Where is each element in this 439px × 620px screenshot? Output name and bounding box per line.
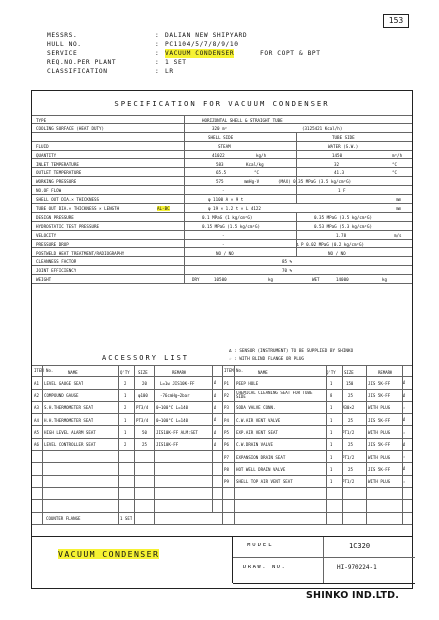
spec-label: DESIGN PRESSURE — [36, 214, 74, 220]
accessory-qty: 1 — [124, 430, 127, 436]
accessory-qty: 1 — [124, 393, 127, 399]
accessory-table-head — [222, 365, 412, 377]
accessory-name: HOT WELL DRAIN VALVE — [236, 466, 286, 472]
accessory-row-empty — [32, 488, 222, 500]
spec-weight-wet: 14000 — [336, 277, 349, 283]
spec-value: 320 m² — [212, 125, 228, 131]
accessory-name: LEVEL GAUGE SEAT — [44, 380, 84, 386]
accessory-row — [32, 427, 222, 439]
model-divider — [323, 537, 324, 583]
spec-tube-side-head: TUBE SIDE — [332, 134, 355, 140]
header-label-service: SERVICE — [47, 50, 78, 57]
spec-label: NO.OF FLOW — [36, 188, 62, 194]
accessory-size: 20 — [142, 380, 147, 386]
accessory-qty: 1 — [330, 454, 333, 460]
spec-value: 70 % — [282, 268, 293, 274]
drawing-title: VACUUM CONDENSER — [58, 549, 160, 559]
spec-tube-value: (MAX) 0.35 MPaG (3.5 kg/cm²G) — [278, 179, 352, 185]
blind-flange-star-icon: ☆ — [403, 429, 406, 435]
accessory-row — [222, 463, 412, 475]
spec-label: SHELL OUT DIA.× THICKNESS — [36, 197, 100, 203]
accessory-remark: WITH PLUG — [368, 430, 391, 436]
accessory-qty: 2 — [124, 442, 127, 448]
accessory-size: 25 — [348, 393, 353, 399]
accessory-divider — [326, 365, 327, 524]
sensor-triangle-icon: Δ — [214, 404, 217, 410]
accessory-item: P3 — [224, 405, 229, 411]
spec-shell-value: 575 — [216, 179, 224, 185]
sensor-triangle-icon: Δ — [403, 441, 406, 447]
sensor-triangle-icon: Δ — [403, 380, 406, 386]
spec-value: φ 19 × 1.2 t × L 4122 — [208, 206, 261, 211]
accessory-divider — [402, 365, 406, 524]
accessory-qty: 2 — [124, 405, 127, 411]
spec-value: φ 1100 A × 9 t — [208, 197, 244, 203]
accessory-size: 25 — [142, 442, 147, 448]
sensor-triangle-icon: Δ — [403, 417, 406, 423]
spec-weight-wet-label: WET — [312, 277, 320, 283]
spec-tube-unit: °C — [392, 170, 398, 176]
spec-row — [32, 266, 412, 275]
accessory-item: P7 — [224, 454, 229, 460]
spec-title: SPECIFICATION FOR VACUUM CONDENSER — [114, 99, 330, 108]
accessory-name: C.W.DRAIN VALVE — [236, 442, 273, 448]
spec-tube-value: 0.35 MPaG (3.5 kg/cm²G) — [314, 214, 372, 220]
spec-row — [32, 213, 412, 222]
accessory-head-size: SIZE — [138, 369, 148, 375]
sensor-triangle-icon: Δ — [214, 441, 217, 447]
accessory-name: HIGH LEVEL ALARM SEAT — [44, 430, 96, 436]
accessory-name: CHEMICAL CLEANING SEAT FOR TUBE SIDE — [236, 390, 313, 399]
counter-flange-name: COUNTER FLANGE — [46, 516, 81, 522]
accessory-divider — [212, 365, 213, 512]
header-colon: : — [155, 32, 160, 39]
accessory-remark: JIS 5K-FF — [368, 466, 391, 472]
spec-label: POSTWELD HEAT TREATMENT/RADIOGRAPHY — [36, 250, 125, 256]
sensor-triangle-icon: Δ — [403, 392, 406, 398]
accessory-row — [222, 377, 412, 389]
accessory-item: P9 — [224, 479, 229, 485]
accessory-name: EXPANSION DRAIN SEAT — [236, 454, 286, 460]
model-divider — [233, 583, 415, 584]
header-value-req: 1 SET — [165, 59, 187, 66]
spec-row — [32, 124, 412, 133]
spec-shell-value: STEAM — [218, 143, 231, 149]
accessory-row-empty — [222, 500, 412, 512]
accessory-remark: JIS 5K-FF — [368, 380, 391, 386]
spec-label: VELOCITY — [36, 232, 57, 238]
spec-shell-value: 583 — [216, 161, 224, 167]
spec-shell-unit: kg/h — [256, 152, 267, 158]
accessory-item: A2 — [34, 393, 39, 399]
spec-row — [32, 151, 412, 160]
spec-shell-value: 0.1 MPaG (1 kg/cm²G) — [202, 214, 253, 220]
spec-value: HORIZONTAL SHELL & STRAIGHT TUBE — [202, 118, 283, 123]
accessory-head-item: ITEM No. — [224, 368, 244, 373]
accessory-remark: -76cmHg~2bar — [160, 393, 190, 399]
spec-row — [32, 168, 412, 177]
accessory-remark: 0~100°C L=140 — [156, 405, 189, 411]
accessory-remark: L=1w JIS10K-FF — [160, 380, 195, 386]
accessory-size: 50 — [142, 430, 147, 436]
accessory-remark: JIS10K-FF — [156, 442, 179, 448]
accessory-row — [222, 439, 412, 451]
spec-row — [32, 186, 412, 195]
header-value-service: VACUUM CONDENSER — [165, 50, 235, 57]
blind-flange-star-icon: ☆ — [403, 404, 406, 410]
spec-unit: mm — [396, 206, 402, 211]
spec-label: QUANTITY — [36, 152, 57, 158]
spec-value: 85 % — [282, 259, 293, 265]
accessory-row — [222, 402, 412, 414]
spec-label: OUTLET TEMPERATURE — [36, 170, 82, 176]
spec-tube-value: WATER (S.W.) — [328, 143, 359, 149]
spec-row — [32, 240, 412, 249]
spec-column-divider — [184, 115, 185, 284]
accessory-remark: WITH PLUG — [368, 454, 391, 460]
accessory-row — [32, 402, 222, 414]
accessory-qty: 2 — [124, 380, 127, 386]
accessory-row — [222, 390, 412, 402]
accessory-row-empty — [32, 463, 222, 475]
spec-frame — [31, 90, 413, 537]
spec-label: JOINT EFFICIENCY — [36, 268, 77, 274]
spec-row — [32, 204, 412, 213]
spec-tube-value: 32 — [334, 161, 340, 167]
model-value: 1C320 — [349, 542, 371, 550]
accessory-size: PT3/4 — [136, 417, 149, 423]
accessory-row — [32, 390, 222, 402]
accessory-size: PT1/2 — [342, 479, 355, 485]
accessory-divider — [366, 365, 367, 524]
spec-tube-unit: °C — [392, 161, 398, 167]
accessory-item: P8 — [224, 466, 229, 472]
accessory-remark: 0~100°C L=140 — [156, 417, 189, 423]
accessory-qty: 1 — [124, 417, 127, 423]
header-label-messrs: MESSRS. — [47, 32, 78, 39]
title-block — [31, 537, 413, 589]
accessory-remark: JIS10K-FF ALM:SET — [156, 430, 198, 436]
spec-row — [32, 133, 412, 142]
spec-unit: mm — [396, 197, 402, 203]
accessory-remark: JIS 5K-FF — [368, 417, 391, 423]
accessory-head-name: NAME — [68, 369, 78, 375]
accessory-divider — [42, 365, 43, 524]
accessory-qty: 1 — [330, 405, 333, 411]
spec-label: COOLING SURFACE (HEAT DUTY) — [36, 125, 105, 131]
spec-value: (3125421 Kcal/h) — [302, 125, 343, 131]
accessory-name: COMPOUND GAUGE — [44, 393, 79, 399]
company-logo: SHINKO IND.LTD. — [306, 590, 400, 601]
spec-tube-unit: m³/h — [392, 152, 403, 158]
accessory-head-size: SIZE — [344, 369, 354, 375]
accessory-qty: 8 — [330, 393, 333, 399]
header-colon: : — [155, 50, 160, 57]
page-number: 153 — [383, 14, 409, 28]
draw-no-label: DRAW. NO. — [243, 565, 287, 570]
spec-tube-material: AL-BC — [157, 206, 170, 211]
accessory-item: A1 — [34, 380, 39, 386]
accessory-name: PEEP HOLE — [236, 380, 259, 386]
spec-label: TYPE — [36, 118, 47, 123]
spec-row — [32, 249, 412, 258]
accessory-name: SHELL TOP AIR VENT SEAT — [236, 479, 293, 485]
spec-tube-value: NO / NO — [328, 250, 346, 256]
spec-label: HYDROSTATIC TEST PRESSURE — [36, 223, 100, 229]
spec-shell-value: 41022 — [212, 152, 225, 158]
spec-shell-value: - — [222, 232, 225, 238]
spec-row — [32, 142, 412, 151]
spec-label: FLUID — [36, 143, 49, 149]
accessory-qty: 1 — [330, 417, 333, 423]
sensor-triangle-icon: Δ — [403, 466, 406, 472]
accessory-name: S.H.THERMOMETER SEAT — [44, 405, 94, 411]
spec-shell-value: 65.5 — [216, 170, 227, 176]
draw-no-value: HI-970224-1 — [337, 564, 377, 571]
accessory-item: P5 — [224, 430, 229, 436]
document-header — [47, 31, 347, 81]
accessory-qty: 1 — [330, 430, 333, 436]
spec-column-divider — [296, 213, 297, 258]
accessory-row-empty — [32, 500, 222, 512]
accessory-size: PT1/2 — [342, 430, 355, 436]
accessory-divider — [154, 365, 155, 524]
spec-unit: kg — [382, 277, 388, 283]
model-divider — [233, 557, 415, 558]
spec-label: CLEANNESS FACTOR — [36, 259, 77, 265]
accessory-row — [222, 451, 412, 463]
accessory-size: M30×2 — [342, 405, 355, 411]
accessory-remark: JIS 5K-FF — [368, 442, 391, 448]
spec-label: WEIGHT — [36, 277, 52, 283]
blind-flange-star-icon: ☆ — [403, 478, 406, 484]
sensor-triangle-icon: Δ — [214, 429, 217, 435]
spec-weight-dry-label: DRY — [192, 277, 200, 283]
accessory-size: 150 — [346, 380, 354, 386]
spec-weight-dry: 10500 — [214, 277, 227, 283]
sensor-triangle-icon: Δ — [214, 392, 217, 398]
sensor-triangle-icon: Δ — [214, 380, 217, 386]
header-value-hull: PC1104/5/7/8/9/10 — [165, 41, 239, 48]
accessory-item: A5 — [34, 430, 39, 436]
spec-shell-unit: Kcal/kg — [246, 161, 264, 167]
spec-column-divider — [296, 133, 297, 204]
accessory-table-head — [32, 365, 222, 377]
spec-shell-value: NO / NO — [216, 250, 234, 256]
accessory-name: LEVEL CONTROLLER SEAT — [44, 442, 96, 448]
spec-tube-unit: m/s — [394, 232, 402, 238]
accessory-remark: WITH PLUG — [368, 405, 391, 411]
header-value-service-suffix: FOR COPT & BPT — [260, 50, 321, 57]
accessory-row — [32, 377, 222, 389]
accessory-qty: 1 — [330, 466, 333, 472]
spec-label: INLET TEMPERATURE — [36, 161, 79, 167]
accessory-head-item: ITEM No. — [34, 368, 54, 373]
accessory-item: A3 — [34, 405, 39, 411]
accessory-divider — [234, 365, 235, 524]
header-colon: : — [155, 68, 160, 75]
spec-row — [32, 257, 412, 266]
model-box — [232, 537, 414, 583]
spec-row — [32, 177, 412, 186]
accessory-item: A4 — [34, 417, 39, 423]
accessory-size: φ100 — [138, 393, 148, 399]
accessory-size: PT3/4 — [136, 405, 149, 411]
header-label-req: REQ.NO.PER PLANT — [47, 59, 117, 66]
sensor-triangle-icon: Δ — [214, 417, 217, 423]
blind-flange-star-icon: ☆ — [403, 454, 406, 460]
accessory-qty: 1 — [330, 479, 333, 485]
spec-tube-value: Δ P 0.02 MPaG (0.2 kg/cm²G) — [296, 241, 365, 247]
accessory-head-remark: REMARK — [378, 369, 393, 375]
spec-tube-value: 1.78 — [336, 232, 347, 238]
accessory-head-name: NAME — [258, 369, 268, 375]
accessory-remark: JIS 5K-FF — [368, 393, 391, 399]
accessory-divider — [134, 365, 135, 524]
spec-tube-value: 0.53 MPaG (5.3 kg/cm²G) — [314, 223, 372, 229]
accessory-row — [222, 414, 412, 426]
header-colon: : — [155, 59, 160, 66]
spec-row — [32, 275, 412, 284]
spec-label: WORKING PRESSURE — [36, 179, 77, 185]
accessory-note: ☆ : WITH BLIND FLANGE OR PLUG — [229, 357, 305, 362]
counter-flange-qty: 1 SET — [120, 516, 133, 522]
accessory-row-empty — [32, 476, 222, 488]
accessory-divider — [342, 365, 343, 524]
accessory-row — [222, 476, 412, 488]
header-value-class: LR — [165, 68, 174, 75]
accessory-size: 25 — [348, 417, 353, 423]
spec-label: TUBE OUT DIA.× THICKNESS × LENGTH — [36, 206, 120, 211]
accessory-divider — [118, 365, 119, 524]
spec-shell-unit: mmHg-V — [244, 179, 260, 185]
accessory-row — [32, 439, 222, 451]
spec-unit: kg — [268, 277, 274, 283]
accessory-row-empty — [222, 513, 412, 525]
spec-row — [32, 195, 412, 204]
accessory-name: SODA VALVE CONN. — [236, 405, 276, 411]
header-colon: : — [155, 41, 160, 48]
spec-shell-unit: °C — [254, 170, 260, 176]
header-label-hull: HULL NO. — [47, 41, 82, 48]
accessory-size: 25 — [348, 442, 353, 448]
spec-label: PRESSURE DROP — [36, 241, 69, 247]
accessory-head-qty: Q'TY — [326, 369, 336, 375]
spec-shell-value: 0.15 MPaG (1.5 kg/cm²G) — [202, 223, 260, 229]
spec-row — [32, 222, 412, 231]
spec-tube-value: 41.3 — [334, 170, 345, 176]
spec-shell-value: - — [222, 241, 225, 247]
accessory-item: P6 — [224, 442, 229, 448]
accessory-qty: 1 — [330, 442, 333, 448]
accessory-name: C.W.AIR VENT VALVE — [236, 417, 281, 423]
accessory-note: Δ : SENSOR (INSTRUMENT) TO BE SUPPLIED BY SHINKO — [229, 349, 354, 354]
accessory-name: H.H.THERMOMETER SEAT — [44, 417, 94, 423]
spec-tube-value: 1 F — [338, 188, 346, 194]
model-label: MODEL — [247, 543, 274, 548]
accessory-qty: 1 — [330, 380, 333, 386]
accessory-size: 25 — [348, 466, 353, 472]
spec-tube-value: 1450 — [332, 152, 343, 158]
accessory-row-counter-flange — [32, 513, 222, 525]
accessory-size: PT1/2 — [342, 454, 355, 460]
header-label-class: CLASSIFICATION — [47, 68, 108, 75]
accessory-item: P4 — [224, 417, 229, 423]
accessory-row — [32, 414, 222, 426]
accessory-row-empty — [222, 488, 412, 500]
accessory-head-qty: Q'TY — [120, 369, 130, 375]
spec-shell-side-head: SHELL SIDE — [208, 134, 234, 140]
accessory-remark: WITH PLUG — [368, 479, 391, 485]
spec-row — [32, 231, 412, 240]
spec-shell-value: - — [222, 188, 225, 194]
accessory-head-remark: REMARK — [172, 369, 187, 375]
spec-row — [32, 115, 412, 124]
accessory-item: P1 — [224, 380, 229, 386]
accessory-row — [222, 427, 412, 439]
accessory-name: EXP.AIR VENT SEAT — [236, 430, 278, 436]
header-value-messrs: DALIAN NEW SHIPYARD — [165, 32, 248, 39]
accessory-item: A6 — [34, 442, 39, 448]
accessory-item: P2 — [224, 393, 229, 399]
accessory-row-empty — [32, 451, 222, 463]
accessory-title: ACCESSORY LIST — [102, 354, 190, 362]
spec-row — [32, 160, 412, 169]
